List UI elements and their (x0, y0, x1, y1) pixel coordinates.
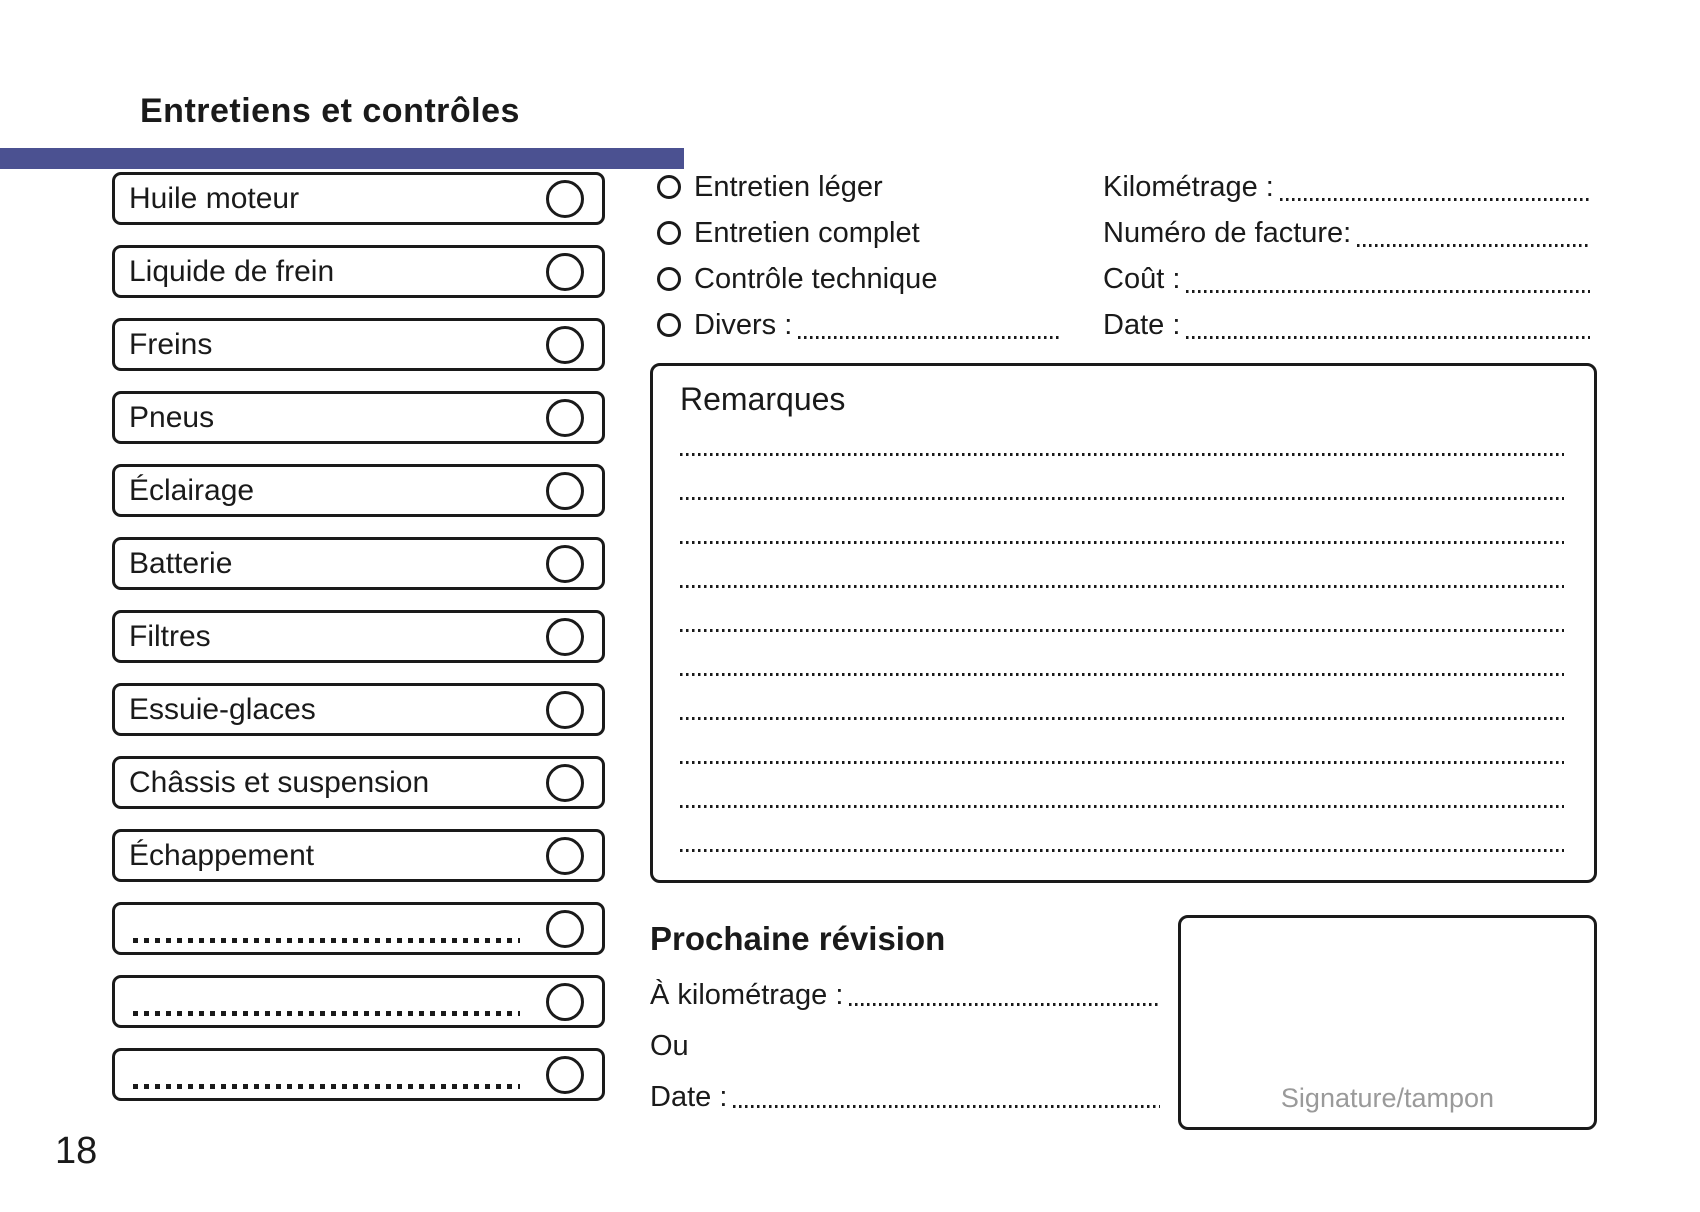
checklist-item-label: Huile moteur (129, 181, 300, 215)
fill-in-dotted-line (849, 1003, 1160, 1006)
fill-in-dotted-line (733, 1105, 1160, 1108)
check-circle-icon (546, 691, 584, 729)
service-type-options (657, 164, 1062, 348)
radio-circle-icon (657, 175, 681, 199)
field-label: Date : (650, 1080, 728, 1113)
fill-in-dotted-line (680, 497, 1564, 500)
check-circle-icon (546, 764, 584, 802)
check-circle-icon (546, 618, 584, 656)
fill-in-dotted-line (1280, 198, 1590, 201)
invoice-fields (1103, 164, 1590, 348)
field-label: Numéro de facture: (1103, 216, 1352, 249)
fill-in-dotted-line (680, 717, 1564, 720)
check-circle-icon (546, 545, 584, 583)
fill-in-dotted-line (680, 629, 1564, 632)
next-service-or-label: Ou (650, 1030, 689, 1062)
remarks-box (650, 363, 1597, 883)
service-type-option (657, 210, 1062, 256)
checklist-item (112, 610, 605, 663)
blank-dotted-line (133, 1011, 520, 1016)
title-underline-bar (0, 148, 684, 169)
service-type-label: Divers : (694, 308, 793, 341)
service-type-label: Contrôle technique (694, 262, 938, 295)
checklist-item-label: Éclairage (129, 473, 255, 507)
checklist-item (112, 683, 605, 736)
page-title: Entretiens et contrôles (140, 92, 520, 130)
remarks-writing-lines (680, 453, 1564, 893)
checklist-item-label: Châssis et suspension (129, 765, 430, 799)
check-circle-icon (546, 399, 584, 437)
fill-in-dotted-line (680, 585, 1564, 588)
checklist-item-label: Échappement (129, 838, 315, 872)
signature-stamp-label: Signature/tampon (1280, 1083, 1495, 1113)
next-service-date-row (650, 1077, 1160, 1117)
checklist-item (112, 756, 605, 809)
checklist-item-label: Batterie (129, 546, 233, 580)
checklist-item (112, 464, 605, 517)
check-circle-icon (546, 983, 584, 1021)
blank-dotted-line (133, 938, 520, 943)
check-circle-icon (546, 472, 584, 510)
check-circle-icon (546, 253, 584, 291)
maintenance-checklist (112, 172, 605, 1121)
field-row-cost (1103, 256, 1590, 302)
fill-in-dotted-line (798, 336, 1062, 339)
checklist-item-label: Filtres (129, 619, 211, 653)
checklist-item-blank (112, 902, 605, 955)
next-service-section (650, 920, 1160, 1120)
check-circle-icon (546, 326, 584, 364)
field-label: Coût : (1103, 262, 1181, 295)
check-circle-icon (546, 180, 584, 218)
next-service-title: Prochaine révision (650, 920, 946, 957)
fill-in-dotted-line (680, 673, 1564, 676)
field-label: Date : (1103, 308, 1181, 341)
fill-in-dotted-line (680, 453, 1564, 456)
next-service-mileage-row (650, 975, 1160, 1015)
fill-in-dotted-line (1186, 336, 1590, 339)
fill-in-dotted-line (1186, 290, 1590, 293)
checklist-item-blank (112, 1048, 605, 1101)
radio-circle-icon (657, 313, 681, 337)
checklist-item-label: Liquide de frein (129, 254, 335, 288)
radio-circle-icon (657, 267, 681, 291)
checklist-item-label: Essuie-glaces (129, 692, 316, 726)
checklist-item-label: Freins (129, 327, 213, 361)
checklist-item (112, 537, 605, 590)
field-row-mileage (1103, 164, 1590, 210)
fill-in-dotted-line (1357, 244, 1590, 247)
check-circle-icon (546, 837, 584, 875)
field-row-invoice-number (1103, 210, 1590, 256)
check-circle-icon (546, 910, 584, 948)
fill-in-dotted-line (680, 849, 1564, 852)
check-circle-icon (546, 1056, 584, 1094)
service-type-option (657, 164, 1062, 210)
blank-dotted-line (133, 1084, 520, 1089)
field-row-date (1103, 302, 1590, 348)
fill-in-dotted-line (680, 805, 1564, 808)
fill-in-dotted-line (680, 541, 1564, 544)
field-label: Kilométrage : (1103, 170, 1274, 203)
service-type-option (657, 256, 1062, 302)
remarks-title: Remarques (680, 381, 846, 417)
fill-in-dotted-line (680, 761, 1564, 764)
service-type-label: Entretien léger (694, 170, 883, 203)
checklist-item (112, 172, 605, 225)
checklist-item-label: Pneus (129, 400, 215, 434)
checklist-item (112, 245, 605, 298)
service-type-option-divers (657, 302, 1062, 348)
checklist-item (112, 829, 605, 882)
field-label: À kilométrage : (650, 978, 844, 1011)
checklist-item (112, 391, 605, 444)
service-type-label: Entretien complet (694, 216, 920, 249)
checklist-item-blank (112, 975, 605, 1028)
checklist-item (112, 318, 605, 371)
page-number: 18 (55, 1130, 98, 1172)
signature-stamp-box (1178, 915, 1597, 1130)
radio-circle-icon (657, 221, 681, 245)
